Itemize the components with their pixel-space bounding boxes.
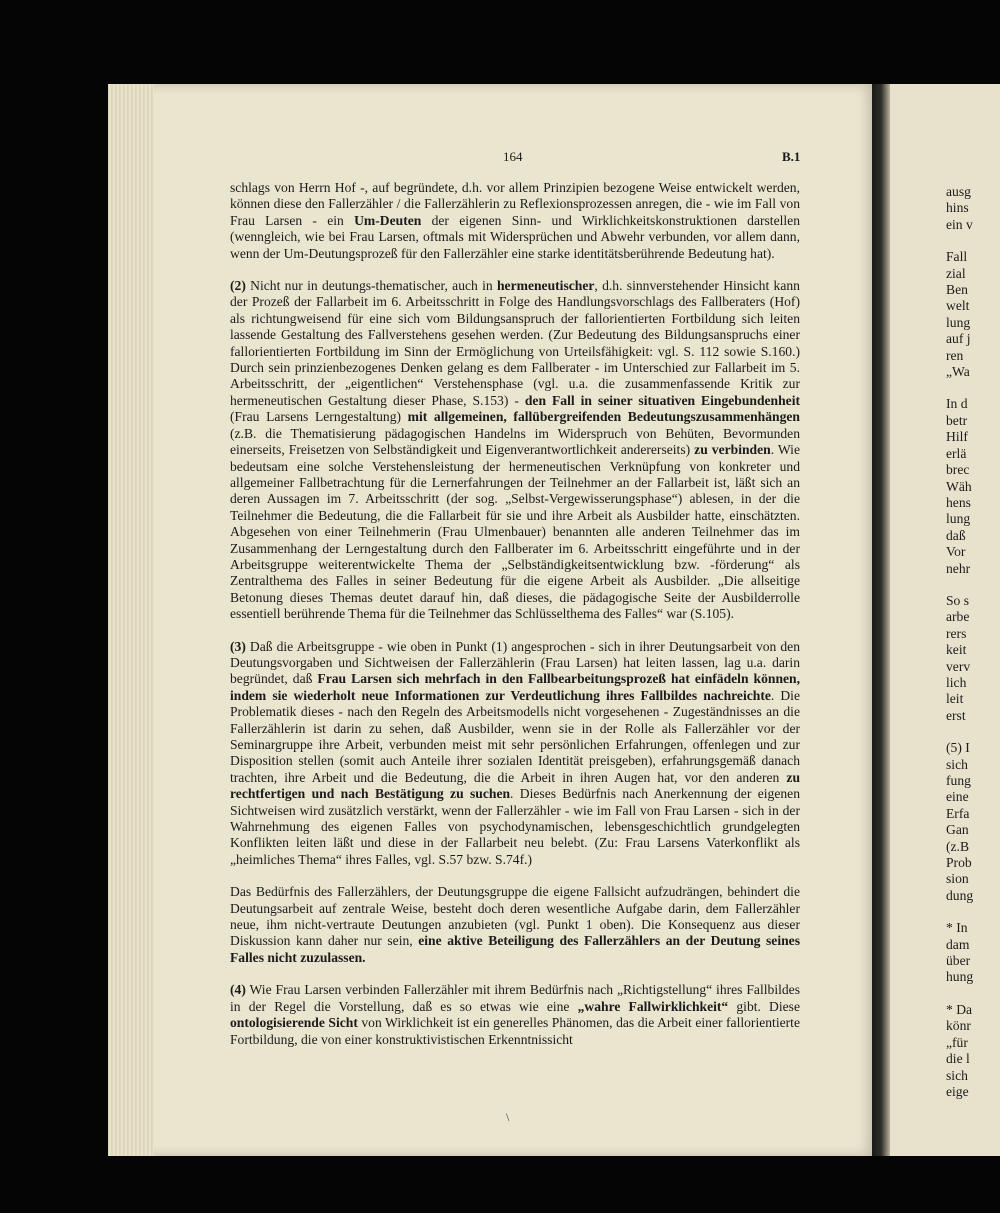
- right-fragment-line: verv: [946, 658, 971, 674]
- paragraph-cont: [230, 180, 800, 262]
- right-page: [890, 84, 1000, 1156]
- bold-text: „wahre Fallwirklichkeit“: [577, 998, 729, 1014]
- section-label: B.1: [782, 149, 801, 164]
- right-fragment-line: Fall: [946, 249, 968, 265]
- right-fragment-line: über: [946, 953, 971, 969]
- right-fragment-line: sion: [946, 871, 969, 887]
- right-fragment-line: fung: [946, 773, 971, 788]
- text-run: (Frau Larsens Lerngestaltung): [230, 409, 408, 425]
- book-gutter: [872, 84, 890, 1156]
- right-fragment-line: hens: [946, 494, 971, 510]
- page-number: 164: [503, 149, 523, 164]
- right-page-text: [946, 184, 1000, 1116]
- right-fragment-line: eine: [946, 789, 969, 805]
- paragraph-p4: [230, 982, 800, 1048]
- right-fragment-line: In d: [946, 396, 968, 412]
- right-fragment-line: die l: [946, 1051, 970, 1067]
- right-fragment-line: „Wa: [946, 364, 970, 380]
- paragraph-p3: [230, 639, 800, 869]
- bold-text: (4): [230, 982, 246, 998]
- right-fragment-line: Erfa: [946, 805, 970, 821]
- right-fragment-line: auf j: [946, 331, 971, 347]
- right-fragment-line: erlä: [946, 445, 967, 461]
- right-fragment-line: dam: [946, 936, 970, 952]
- right-fragment-line: * In: [946, 920, 968, 936]
- right-fragment-line: sich: [946, 1067, 968, 1083]
- text-run: , d.h. sinnverstehender Hinsicht kann der Prozeß der Fallarbeit im 6. Arbeitsschritt in Folge des Handlungsvorschlags des Fallberaters (Hof) als richtungweisend für eine sich vom Bildungsanspruch der fallorientierten Fortbildung sich leiten lassende Gestaltung des Fallverstehens gesehen werden. (Zur Bedeutung des Bildungsanspruchs einer fallorientierten Fortbildung im Sinn der Ermöglichung von Urteilsfähigkeit: vgl. S. 112 sowie S.160.) Durch sein prinzienbezogenes Denken gelang es dem Fallberater - im Unterschied zur Fallarbeit im 5. Arbeitsschritt, der „eigentlichen“ Verstehensphase (vgl. u.a. die zusammenfassende Kritik zur hermeneutischen Gestaltung dieser Phase, S.153) -: [230, 278, 800, 408]
- bold-text: zu rechtfertigen und nach Bestätigung zu suchen: [230, 769, 800, 802]
- text-run: Nicht nur in deutungs-thematischer, auch in: [245, 278, 497, 294]
- right-fragment-group: [946, 396, 1000, 576]
- right-fragment-line: betr: [946, 412, 968, 428]
- bold-text: Frau Larsen sich mehrfach in den Fallbearbeitungsprozeß hat einfädeln können, indem sie wiederholt neue Informationen zur Verdeutlichung ihres Fallbildes nachreichte: [230, 671, 800, 703]
- right-fragment-line: lung: [946, 314, 971, 330]
- page-edge: [108, 84, 154, 1156]
- bold-text: zu verbinden: [694, 442, 771, 458]
- right-fragment-line: „für: [946, 1034, 968, 1050]
- text-run: . Dieses Bedürfnis nach Anerkennung der eigenen Sichtweisen wird zusätzlich verstärkt, wenn der Fallerzähler - wie im Fall von Frau Larsen - sich in der Wahrnehmung des eigenen Falles von psychodynamischen, lebensgeschichtlich grundgelegten Konflikten leiten läßt und diese in der Fallarbeit neu belebt. (Zu: Frau Larsens Vaterkonflikt als „heimliches Thema“ ihres Falles, vgl. S.57 bzw. S.74f.): [230, 786, 801, 867]
- bold-text: ontologisierende Sicht: [230, 1015, 358, 1031]
- bold-text: Um-Deuten: [354, 212, 422, 228]
- right-fragment-line: (5) I: [946, 740, 970, 756]
- right-fragment-line: Prob: [946, 855, 972, 871]
- right-fragment-line: zial: [946, 265, 966, 281]
- paragraph-p3b: [230, 884, 800, 966]
- right-fragment-line: Gan: [946, 822, 969, 838]
- right-fragment-line: hins: [946, 200, 969, 216]
- right-fragment-group: [946, 593, 1000, 724]
- right-fragment-line: daß: [946, 527, 966, 543]
- text-run: . Wie bedeutsam eine solche Verstehensleistung der hermeneutischen Verknüpfung von konkreter und allgemeiner Fallbetrachtung für die Lernerfahrungen der Teilnehmer an der Fallarbeit ist, läßt sich an deren Aussagen im 7. Arbeitsschritt (der sog. „Selbst-Vergewisserungsphase“) ablesen, in der die Teilnehmer die Bedeutung, die die Fallarbeit für sie und ihre Arbeit als Ausbilder hatte, einschätzten. Abgesehen von einer Teilnehmerin (Frau Ulmenbauer) benannten alle anderen Teilnehmer das im Zusammenhang der Lerngestaltung durch den Fallberater im 6. Arbeitsschritt eingeführte und in der Arbeitsgruppe weiterentwickelte Thema der „Selbständigkeitsentwicklung bzw. -förderung“ als Zentralthema des Falles in seiner Bedeutung für die eigene Arbeit als Ausbilder. „Die allseitige Betonung dieses Themas deutet darauf hin, daß dieses, die pädagogische Seite der Ausbilderrolle essentiell berührende Thema für die Teilnehmer das Schlüsselthema des Falles“ war (S.105).: [230, 442, 800, 622]
- right-fragment-group: [946, 249, 1000, 380]
- text-run: Wie Frau Larsen verbinden Fallerzähler mit ihrem Bedürfnis nach „Richtigstellung“ ihres Fallbildes in der Regel die Vorstellung, daß es so etwas wie eine: [230, 982, 800, 1014]
- text-run: von Wirklichkeit ist ein generelles Phänomen, das die Arbeit einer fallorientierte Fortbildung, die von einer konstruktivistischen Erkenntnissicht: [230, 1015, 800, 1047]
- right-fragment-line: Ben: [946, 282, 968, 298]
- right-fragment-line: könr: [946, 1018, 971, 1034]
- margin-mark: \: [506, 1110, 510, 1124]
- right-fragment-line: eige: [946, 1083, 969, 1099]
- bold-text: (3): [230, 638, 246, 654]
- right-fragment-line: welt: [946, 298, 970, 314]
- right-fragment-line: hung: [946, 969, 974, 985]
- text-run: schlags von Herrn Hof -, auf begründete, d.h. vor allem Prinzipien bezogene Weise entwickelt werden, können diese den Fallerzähler / die Fallerzählerin zu Reflexionsprozessen anregen, die - wie im Fall von Frau Larsen - ein: [230, 180, 800, 228]
- text-run: . Die Problematik dieses - nach den Regeln des Arbeitsmodells nicht vorgesehenen - Zugeständnisses an die Fallerzählerin ist darin zu sehen, daß Ausbilder, wenn sie in der Rolle als Fallerzähler vor der Seminargruppe ihre Arbeit, verbunden meist mit sehr persönlichen Erfahrungen, offenlegen und zur Disposition stellen (somit auch Anteile ihrer sozialen Identität preisgeben), erfahrungsgemäß danach trachten, ihre Arbeit und die Bedeutung, die die Arbeit in ihren Augen hat, vor den anderen: [230, 687, 800, 785]
- right-fragment-line: leit: [946, 691, 964, 707]
- right-fragment-line: Vor: [946, 544, 966, 560]
- right-fragment-line: lung: [946, 511, 971, 527]
- text-run: der eigenen Sinn- und Wirklichkeitskonstruktionen darstellen (wenngleich, wie bei Frau Larsen, oftmals mit Widersprüchen und Abwehr verbunden, vor allem dann, wenn der Um-Deutungsprozeß für den Fallerzähler eine starke identitätsberührende Bedeutung hat).: [230, 212, 800, 261]
- text-run: Das Bedürfnis des Fallerzählers, der Deutungsgruppe die eigene Fallsicht aufzudrängen, behindert die Deutungsarbeit auf zentrale Weise, besteht doch deren wesentliche Aufgabe darin, dem Fallerzähler neue, ihm nicht-vertraute Deutungen anzubieten (vgl. Punkt 1 oben). Die Konsequenz aus dieser Diskussion kann daher nur sein,: [230, 884, 800, 949]
- body-text: [230, 180, 800, 1064]
- right-fragment-line: ein v: [946, 216, 973, 232]
- right-fragment-group: [946, 1002, 1000, 1100]
- right-fragment-line: arbe: [946, 609, 970, 625]
- right-fragment-line: lich: [946, 674, 967, 690]
- bold-text: hermeneutischer: [497, 278, 595, 294]
- right-fragment-line: rers: [946, 625, 967, 641]
- right-fragment-line: brec: [946, 462, 970, 478]
- right-fragment-line: (z.B: [946, 838, 970, 854]
- bold-text: eine aktive Beteiligung des Fallerzählers an der Deutung seines Falles nicht zuzulassen.: [230, 933, 801, 965]
- right-fragment-line: Wäh: [946, 478, 972, 494]
- right-fragment-line: erst: [946, 707, 966, 723]
- bold-text: den Fall in seiner situativen Eingebundenheit: [524, 392, 801, 408]
- right-fragment-line: nehr: [946, 560, 971, 576]
- right-fragment-group: [946, 184, 1000, 233]
- right-fragment-group: [946, 920, 1000, 986]
- right-fragment-line: sich: [946, 756, 968, 772]
- right-fragment-line: * Da: [946, 1001, 973, 1017]
- right-fragment-line: ren: [946, 347, 964, 363]
- right-fragment-line: So s: [946, 592, 970, 608]
- right-fragment-line: Hilf: [946, 429, 968, 445]
- text-run: (z.B. die Thematisierung pädagogischen Handelns im Widerspruch von Behüten, Bevormunden einerseits, Freisetzen von Selbständigkeit und Eigenverantwortlichkeit andererseits): [230, 425, 800, 458]
- text-run: gibt. Diese: [728, 998, 801, 1014]
- right-fragment-line: dung: [946, 887, 974, 903]
- paragraph-p2: [230, 278, 800, 623]
- bold-text: (2): [230, 278, 246, 294]
- right-fragment-line: ausg: [946, 184, 971, 199]
- text-run: Daß die Arbeitsgruppe - wie oben in Punkt (1) angesprochen - sich in ihrer Deutungsarbeit von den Deutungsvorgaben und Sichtweisen der Fallerzählerin (Frau Larsen) hat leiten lassen, lag u.a. darin begründet, daß: [230, 638, 800, 687]
- right-fragment-group: [946, 740, 1000, 904]
- right-fragment-line: keit: [946, 642, 967, 658]
- bold-text: mit allgemeinen, fallübergreifenden Bedeutungszusammenhängen: [407, 409, 800, 425]
